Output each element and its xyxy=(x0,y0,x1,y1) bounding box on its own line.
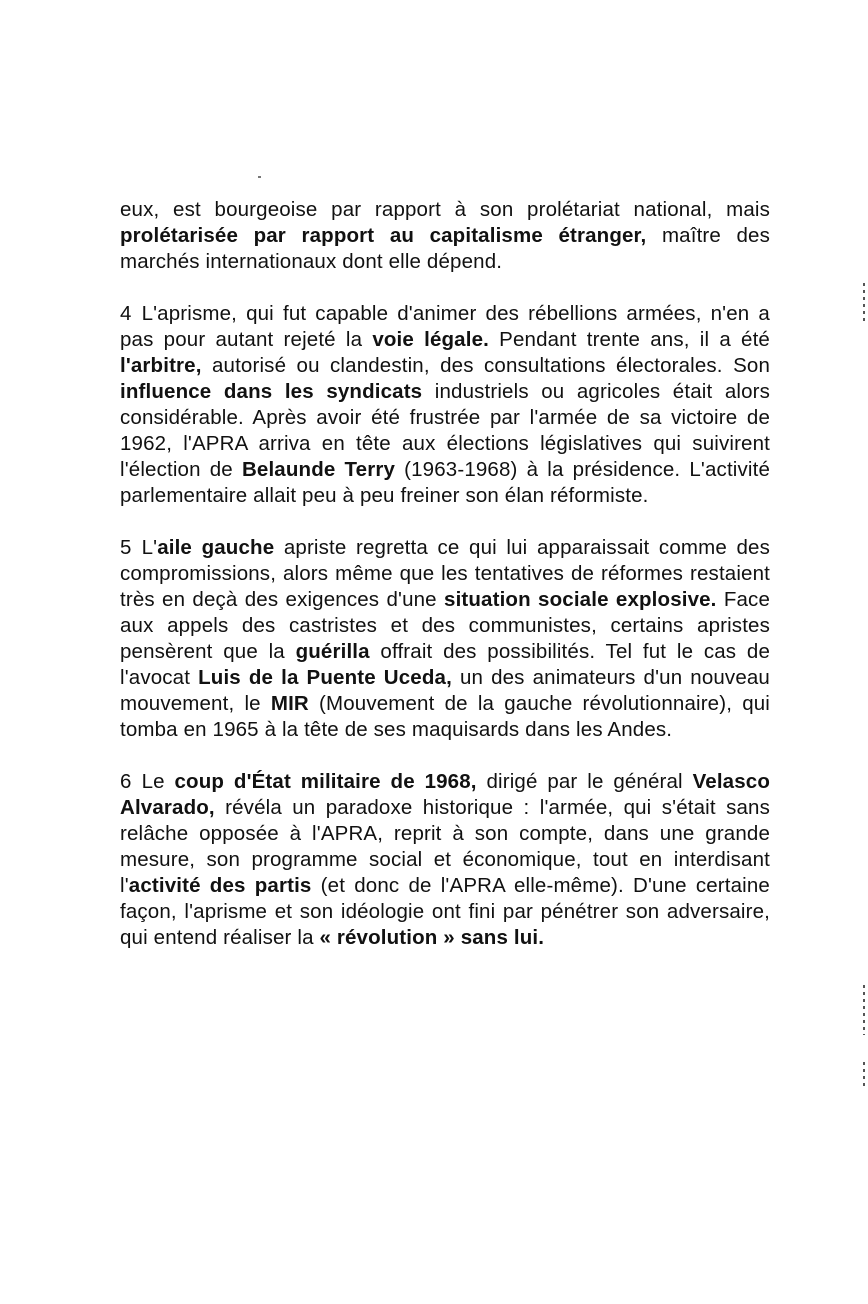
emphasized-text: « révolution » sans lui. xyxy=(319,926,545,949)
emphasized-text: guérilla xyxy=(295,640,370,663)
document-page xyxy=(120,197,770,977)
paragraph-number: 5 xyxy=(120,536,132,559)
body-text: Pendant trente ans, il a été xyxy=(488,328,770,351)
paragraph-6 xyxy=(120,769,770,951)
body-text: (1963-1968) à la présidence. L'activité parlementaire allait peu à peu freiner son élan réformiste. xyxy=(120,458,770,507)
paragraph-number: 6 xyxy=(120,770,132,793)
body-text: eux, est bourgeoise par rapport à son prolétariat national, mais xyxy=(120,198,770,221)
body-text: L' xyxy=(141,536,158,559)
emphasized-text: Belaunde Terry xyxy=(241,458,396,481)
emphasized-text: l'arbitre, xyxy=(120,354,202,377)
margin-scan-mark xyxy=(863,985,865,1035)
body-text: Le xyxy=(141,770,175,793)
paragraph-continuation xyxy=(120,197,770,275)
emphasized-text: influence dans les syndicats xyxy=(120,380,423,403)
body-text: apriste regretta ce qui lui apparaissait comme des compromissions, alors même que les tentatives de réformes restaient très en deçà des exigences d'une xyxy=(120,536,770,611)
margin-scan-mark xyxy=(863,283,865,323)
emphasized-text: aile gauche xyxy=(157,536,275,559)
body-text: (Mouvement de la gauche révolutionnaire), qui tomba en 1965 à la tête de ses maquisards dans les Andes. xyxy=(120,692,771,741)
emphasized-text: prolétarisée par rapport au capitalisme étranger, xyxy=(120,224,647,247)
emphasized-text: activité des partis xyxy=(128,874,312,897)
emphasized-text: voie légale. xyxy=(372,328,489,351)
body-text: maître des marchés internationaux dont elle dépend. xyxy=(120,224,770,273)
paragraph-5 xyxy=(120,535,770,743)
body-text: (et donc de l'APRA elle-même). D'une certaine façon, l'aprisme et son idéologie ont fini par pénétrer son adversaire, qui entend réaliser la xyxy=(120,874,770,949)
body-text: autorisé ou clandestin, des consultations électorales. Son xyxy=(201,354,770,377)
margin-scan-mark xyxy=(863,1062,865,1090)
body-text: L'aprisme, qui fut capable d'animer des rébellions armées, n'en a pas pour autant rejeté la xyxy=(120,302,770,351)
body-text: un des animateurs d'un nouveau mouvement, le xyxy=(120,666,770,715)
body-text: offrait des possibilités. Tel fut le cas de l'avocat xyxy=(120,640,770,689)
body-text: révéla un paradoxe historique : l'armée, qui s'était sans relâche opposée à l'APRA, reprit à son compte, dans une grande mesure, son programme social et économique, tout en interdisant l' xyxy=(120,796,770,897)
emphasized-text: Luis de la Puente Uceda, xyxy=(198,666,452,689)
body-text: dirigé par le général xyxy=(476,770,693,793)
paragraph-number: 4 xyxy=(120,302,132,325)
emphasized-text: MIR xyxy=(270,692,309,715)
paragraph-4 xyxy=(120,301,770,509)
emphasized-text: situation sociale explosive. xyxy=(444,588,717,611)
emphasized-text: coup d'État militaire de 1968, xyxy=(174,770,477,793)
scan-speck xyxy=(258,176,261,178)
emphasized-text: Velasco Alvarado, xyxy=(120,770,770,819)
body-text: industriels ou agricoles était alors considérable. Après avoir été frustrée par l'armée de sa victoire de 1962, l'APRA arriva en tête aux élections législatives qui suivirent l'élection de xyxy=(120,380,770,481)
body-text: Face aux appels des castristes et des communistes, certains apristes pensèrent que la xyxy=(120,588,770,663)
